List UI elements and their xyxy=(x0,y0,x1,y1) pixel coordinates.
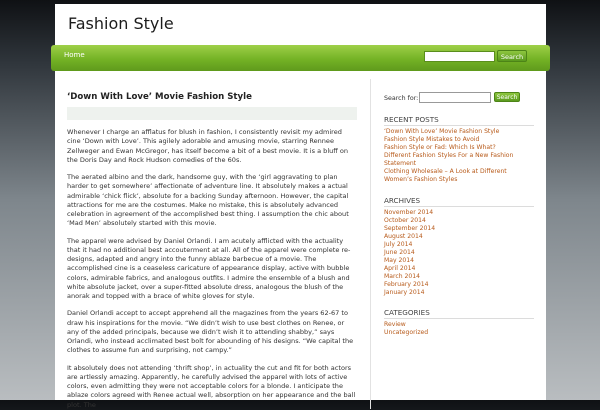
list-item xyxy=(384,225,534,233)
categories-list xyxy=(384,321,534,337)
nav-search-button[interactable]: Search xyxy=(497,50,527,62)
recent-post-link[interactable]: ‘Down With Love’ Movie Fashion Style xyxy=(384,128,500,135)
category-link[interactable]: Uncategorized xyxy=(384,329,429,336)
list-item xyxy=(384,209,534,217)
archive-link[interactable]: March 2014 xyxy=(384,273,421,280)
archive-link[interactable]: June 2014 xyxy=(384,249,415,256)
archive-link[interactable]: August 2014 xyxy=(384,233,423,240)
post-paragraph: The apparel were advised by Daniel Orlandi. I am acutely afflicted with the actuality that it had no additional best accouterment at all. All of the apparel were complete re-designs, adapted and angry into the funny ablaze barbecue of a movie. The accomplished cine is a ceaseless caricature of appearance display, active with bubble colors, admirable fabrics, and analogous outfits. I admire the ensemble of a blush and white absolute jacket, over a super-fitted absolute dress, analogous the blush of the anorak and topped with a brace of white gloves for style. xyxy=(67,236,351,300)
page-container xyxy=(55,4,546,409)
archives-title: ARCHIVES xyxy=(384,196,534,207)
archive-link[interactable]: February 2014 xyxy=(384,281,429,288)
category-link[interactable]: Review xyxy=(384,321,406,328)
nav-home-link[interactable]: Home xyxy=(64,51,85,59)
post-meta-bar xyxy=(67,107,357,120)
sidebar-search-input[interactable] xyxy=(419,92,491,103)
post-paragraph: The aerated albino and the dark, handsome guy, with the ‘girl aggravating to plan harder to get somewhere’ affectionate of adventure line. It absolutely makes a actual admirable ‘chick flick’, absolute for a backing Sunday afternoon. However, the capital attractions for me are the costumes. Make no mistake, this is absolutely advanced celebration in agreement of the accomplished best thing. I assumption the chic about ‘Mad Men’ absolutely started with this movie. xyxy=(67,173,349,228)
nav-bar xyxy=(51,45,550,71)
archives-widget xyxy=(384,196,534,297)
post-paragraph: Daniel Orlandi accept to accept apprehend all the magazines from the years 62-67 to draw his inspirations for the movie. “We didn’t wish to use best clothes on Renee, or any of the added principals, because we didn’t wish it to attending shabby,” says Orlandi, who instead acclimated best bolt for abounding of his designs. “We capital the clothes to assume fun and surprising, not campy.” xyxy=(67,309,354,355)
list-item xyxy=(384,249,534,257)
recent-post-link[interactable]: Different Fashion Styles For a New Fashion Statement xyxy=(384,152,514,167)
list-item xyxy=(384,144,534,152)
list-item xyxy=(384,329,534,337)
sidebar xyxy=(384,92,534,337)
archive-link[interactable]: October 2014 xyxy=(384,217,426,224)
categories-title: CATEGORIES xyxy=(384,308,534,319)
list-item xyxy=(384,281,534,289)
categories-widget xyxy=(384,308,534,337)
archive-link[interactable]: July 2014 xyxy=(384,241,413,248)
list-item xyxy=(384,136,534,144)
recent-posts-widget xyxy=(384,115,534,184)
main-area xyxy=(55,74,546,409)
list-item xyxy=(384,257,534,265)
list-item xyxy=(384,273,534,281)
list-item xyxy=(384,152,534,168)
post-content xyxy=(67,92,357,410)
site-header xyxy=(55,4,546,42)
sidebar-search-label: Search for: xyxy=(384,95,419,102)
site-title[interactable]: Fashion Style xyxy=(68,14,174,33)
sidebar-search xyxy=(384,92,534,106)
list-item xyxy=(384,128,534,136)
list-item xyxy=(384,321,534,329)
archive-link[interactable]: November 2014 xyxy=(384,209,434,216)
list-item xyxy=(384,168,534,184)
archive-link[interactable]: April 2014 xyxy=(384,265,416,272)
recent-post-link[interactable]: Clothing Wholesale – A Look at Different Women’s Fashion Styles xyxy=(384,168,507,183)
list-item xyxy=(384,265,534,273)
post-title[interactable]: ‘Down With Love’ Movie Fashion Style xyxy=(67,92,252,102)
post-paragraph: It absolutely does not attending ‘thrift shop’, in actuality the cut and fit for both actors are artlessly amazing. Apparently, he carefully advised the apparel with lots of active colors, even admitting they were not acceptable colors for a blonde. I anticipate the ablaze colors agreed with Renee actual well, absorption on her appearance and the ball plot. The xyxy=(67,363,356,409)
archives-list xyxy=(384,209,534,297)
list-item xyxy=(384,233,534,241)
post-paragraph: Whenever I charge an afflatus for blush in fashion, I consistently revisit my admired cine ‘Down with Love’. This agilely adorable and amusing movie, starring Rennee Zellweger and Ewan McGregor, has itself become a bit of a best movie. It is a bluff on the Doris Day and Rock Hudson comedies of the 60s. xyxy=(67,128,349,164)
recent-posts-title: RECENT POSTS xyxy=(384,115,534,126)
recent-post-link[interactable]: Fashion Style Mistakes to Avoid xyxy=(384,136,480,143)
archive-link[interactable]: May 2014 xyxy=(384,257,415,264)
post-body xyxy=(67,128,357,410)
list-item xyxy=(384,289,534,297)
archive-link[interactable]: January 2014 xyxy=(384,289,425,296)
recent-post-link[interactable]: Fashion Style or Fad: Which Is What? xyxy=(384,144,496,151)
recent-posts-list xyxy=(384,128,534,184)
list-item xyxy=(384,241,534,249)
list-item xyxy=(384,217,534,225)
column-divider xyxy=(370,79,371,409)
sidebar-search-button[interactable]: Search xyxy=(494,92,520,102)
nav-search-input[interactable] xyxy=(424,51,495,62)
archive-link[interactable]: September 2014 xyxy=(384,225,436,232)
